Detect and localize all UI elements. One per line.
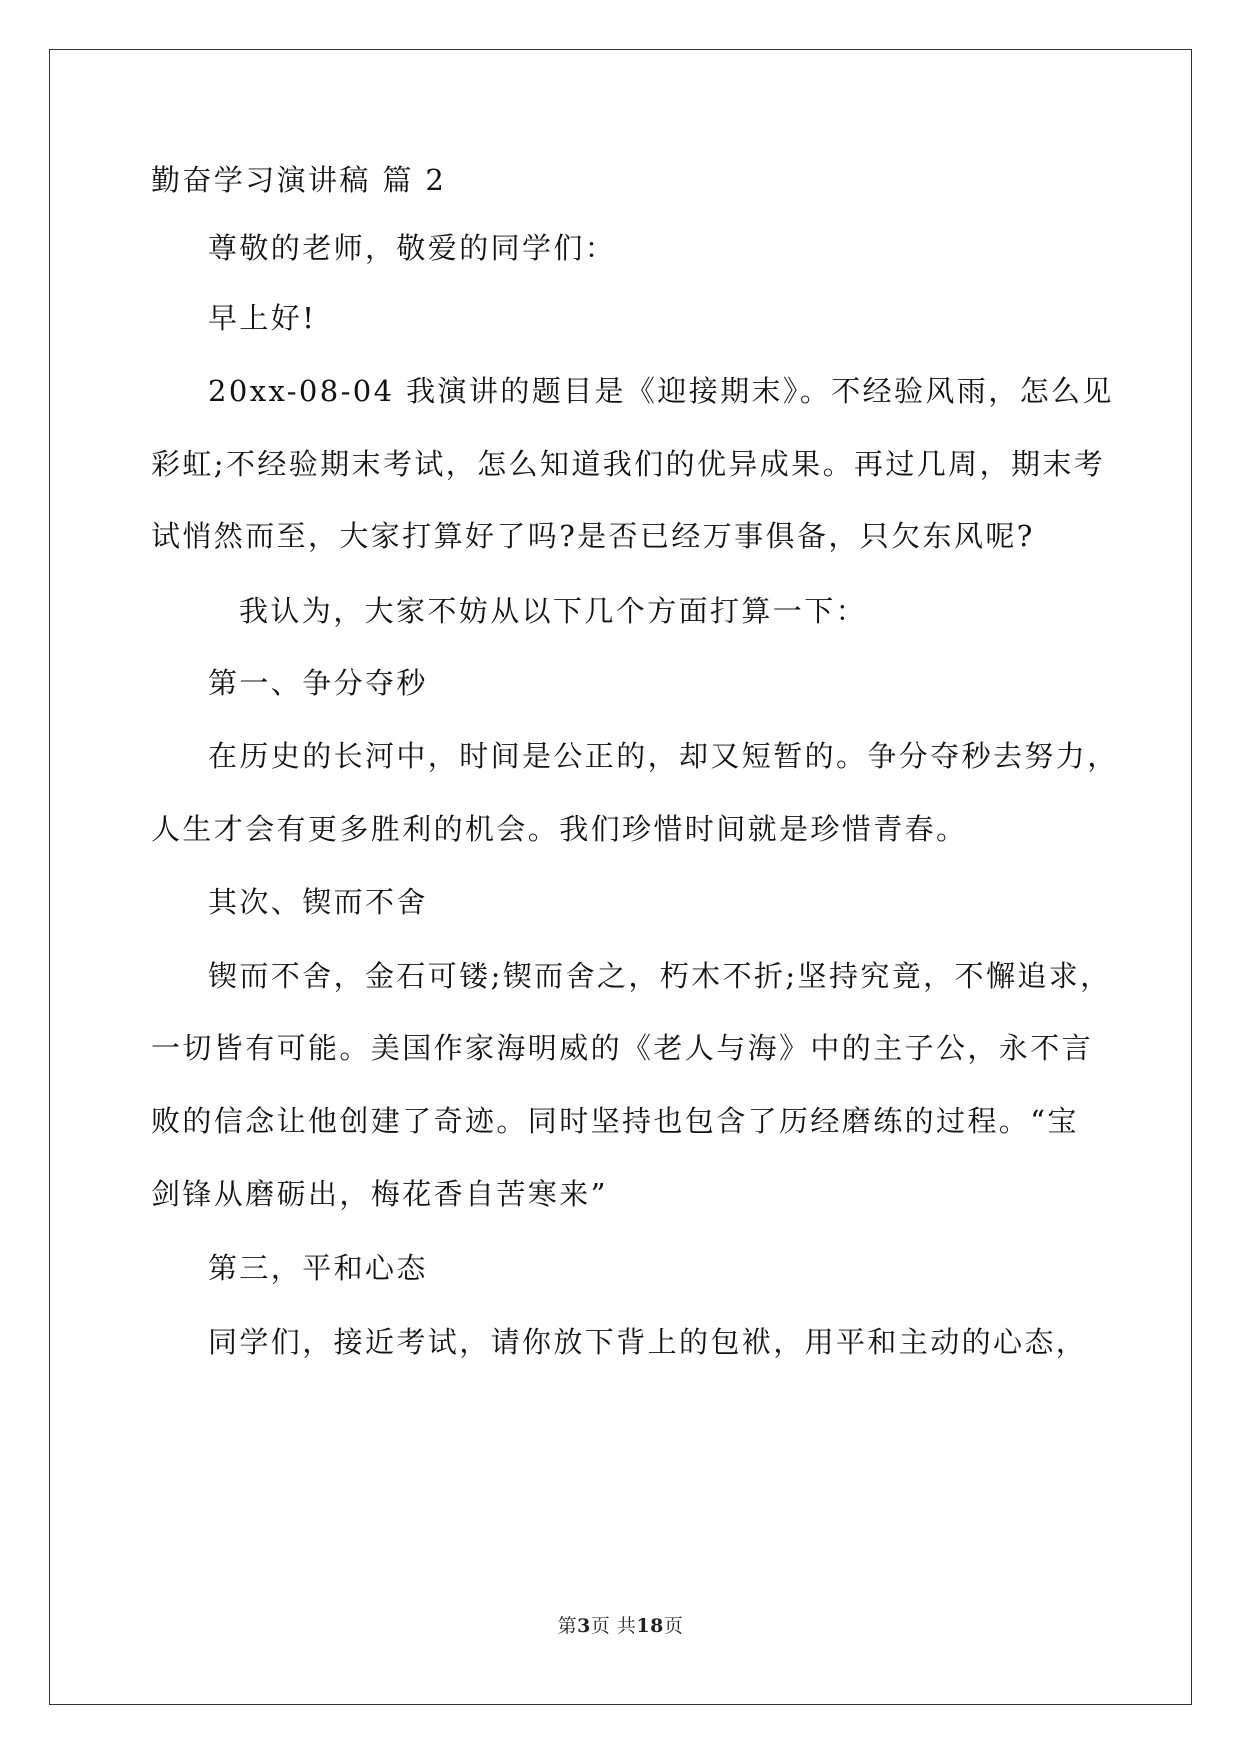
current-page-number: 3 xyxy=(577,1615,591,1637)
paragraph-line: 20xx-08-04 我演讲的题目是《迎接期末》。不经验风雨，怎么见 xyxy=(208,374,1114,408)
paragraph-line: 一切皆有可能。美国作家海明威的《老人与海》中的主子公，永不言 xyxy=(151,1031,1094,1065)
paragraph-line: 同学们，接近考试，请你放下背上的包袱，用平和主动的心态， xyxy=(208,1325,1088,1359)
section-heading: 第三，平和心态 xyxy=(208,1251,428,1285)
paragraph-line: 败的信念让他创建了奇迹。同时坚持也包含了历经磨练的过程。“宝 xyxy=(151,1104,1079,1138)
paragraph-line: 锲而不舍，金石可镂;锲而舍之，朽木不折;坚持究竟，不懈追求， xyxy=(208,959,1112,993)
greeting: 早上好! xyxy=(208,301,317,335)
section-heading: 其次、锲而不舍 xyxy=(208,885,428,919)
paragraph-line: 试悄然而至，大家打算好了吗?是否已经万事俱备，只欠东风呢? xyxy=(151,519,1035,553)
paragraph-line: 彩虹;不经验期末考试，怎么知道我们的优异成果。再过几周，期末考 xyxy=(151,447,1106,481)
page-footer xyxy=(0,1611,1241,1638)
section-heading: 第一、争分夺秒 xyxy=(208,666,428,700)
paragraph-line: 在历史的长河中，时间是公正的，却又短暂的。争分夺秒去努力， xyxy=(208,739,1119,773)
footer-prefix: 第 xyxy=(557,1615,578,1637)
paragraph-line: 我认为，大家不妨从以下几个方面打算一下： xyxy=(239,594,868,628)
footer-mid: 页 共 xyxy=(590,1615,637,1637)
total-page-number: 18 xyxy=(636,1615,664,1637)
footer-suffix: 页 xyxy=(663,1615,684,1637)
document-title: 勤奋学习演讲稿 篇 2 xyxy=(151,163,447,197)
paragraph-line: 人生才会有更多胜利的机会。我们珍惜时间就是珍惜青春。 xyxy=(151,812,968,846)
paragraph-line: 剑锋从磨砺出，梅花香自苦寒来” xyxy=(151,1177,608,1211)
salutation: 尊敬的老师，敬爱的同学们： xyxy=(208,231,617,265)
